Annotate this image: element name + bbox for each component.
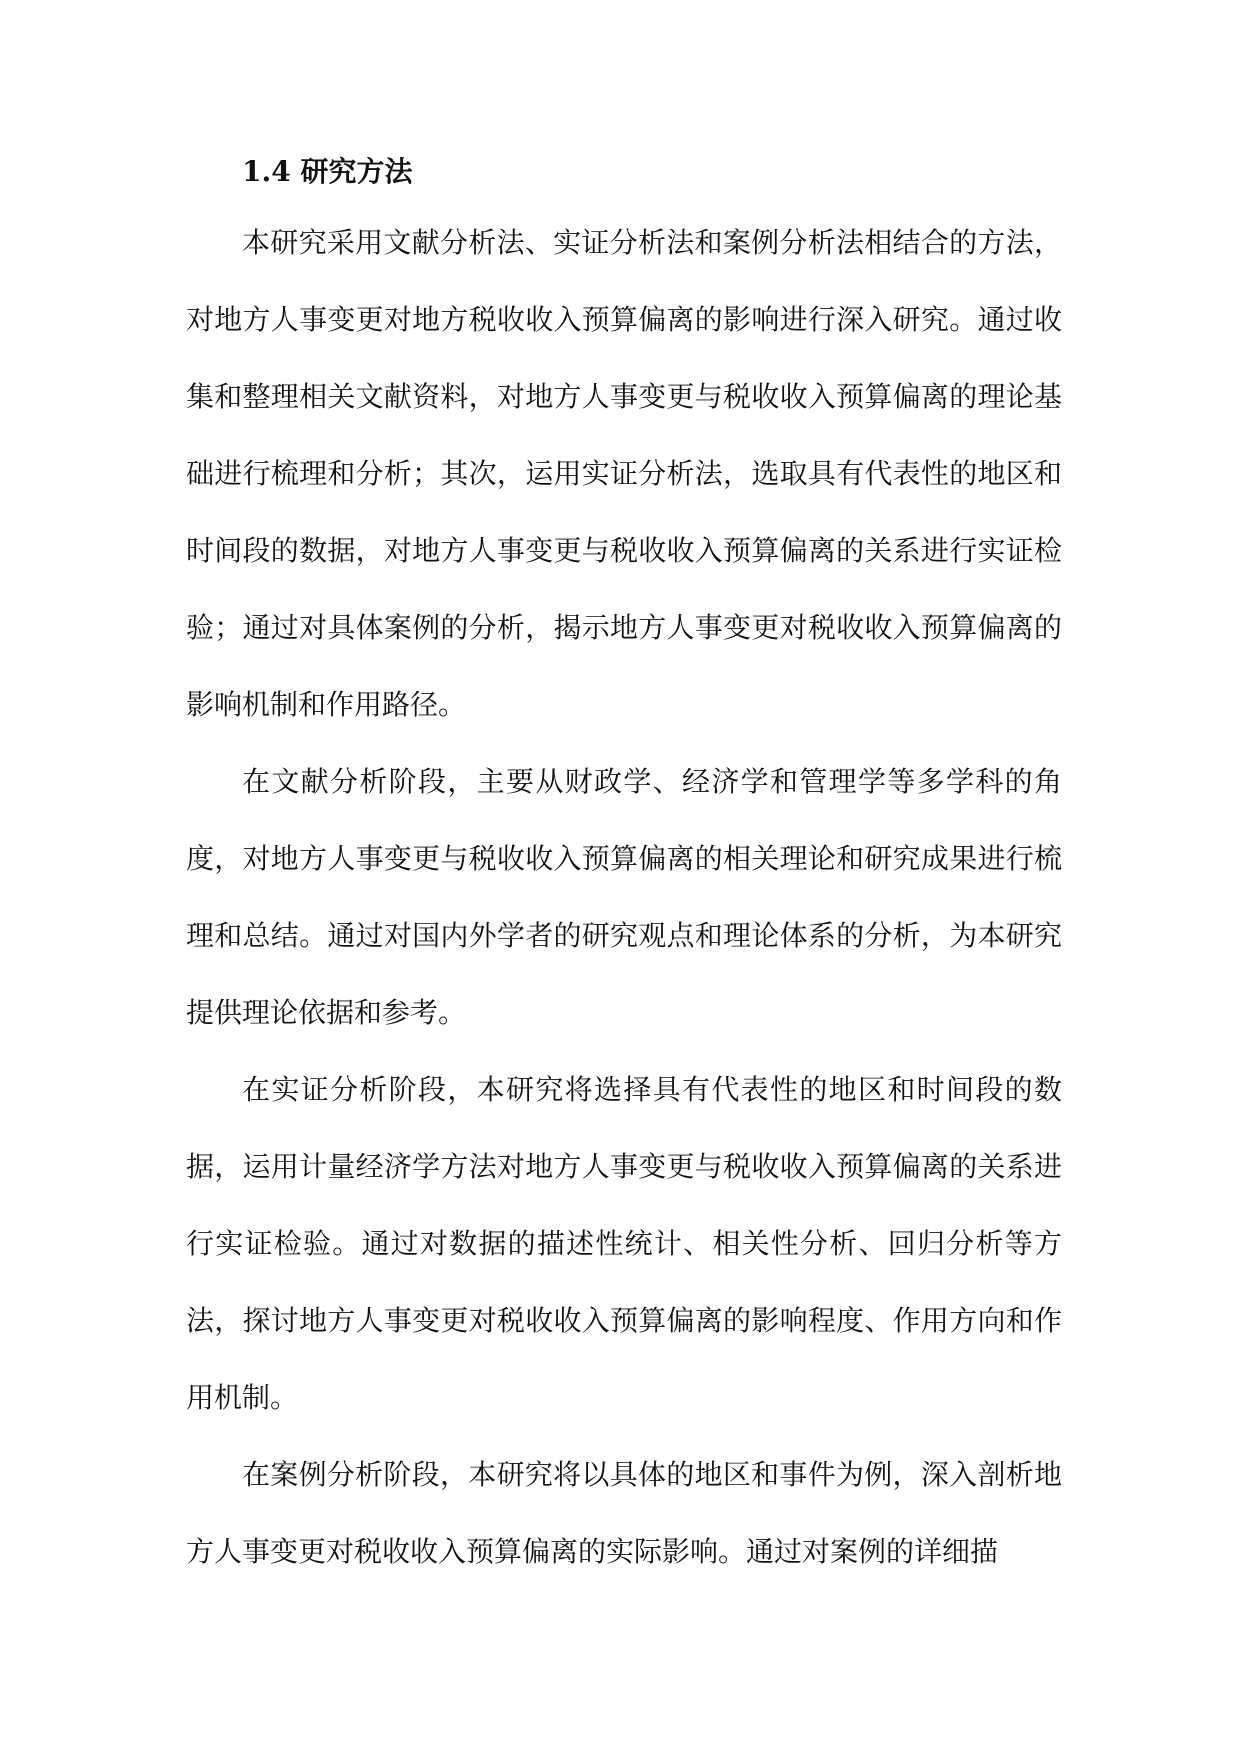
paragraph-research-methods-overview: 本研究采用文献分析法、实证分析法和案例分析法相结合的方法，对地方人事变更对地方税收收入预算偏离的影响进行深入研究。通过收集和整理相关文献资料，对地方人事变更与税收收入预算偏离的理论基础进行梳理和分析；其次，运用实证分析法，选取具有代表性的地区和时间段的数据，对地方人事变更与税收收入预算偏离的关系进行实证检验；通过对具体案例的分析，揭示地方人事变更对税收收入预算偏离的影响机制和作用路径。 bbox=[186, 226, 1062, 721]
section-heading: 1.4 研究方法 bbox=[242, 155, 413, 188]
paragraph-empirical-analysis: 在实证分析阶段，本研究将选择具有代表性的地区和时间段的数据，运用计量经济学方法对地方人事变更与税收收入预算偏离的关系进行实证检验。通过对数据的描述性统计、相关性分析、回归分析等方法，探讨地方人事变更对税收收入预算偏离的影响程度、作用方向和作用机制。 bbox=[186, 1073, 1062, 1414]
page-content bbox=[186, 140, 1062, 1590]
paragraph-literature-analysis: 在文献分析阶段，主要从财政学、经济学和管理学等多学科的角度，对地方人事变更与税收收入预算偏离的相关理论和研究成果进行梳理和总结。通过对国内外学者的研究观点和理论体系的分析，为本研究提供理论依据和参考。 bbox=[186, 765, 1062, 1029]
paragraph-case-analysis: 在案例分析阶段，本研究将以具体的地区和事件为例，深入剖析地方人事变更对税收收入预算偏离的实际影响。通过对案例的详细描 bbox=[186, 1458, 1062, 1568]
